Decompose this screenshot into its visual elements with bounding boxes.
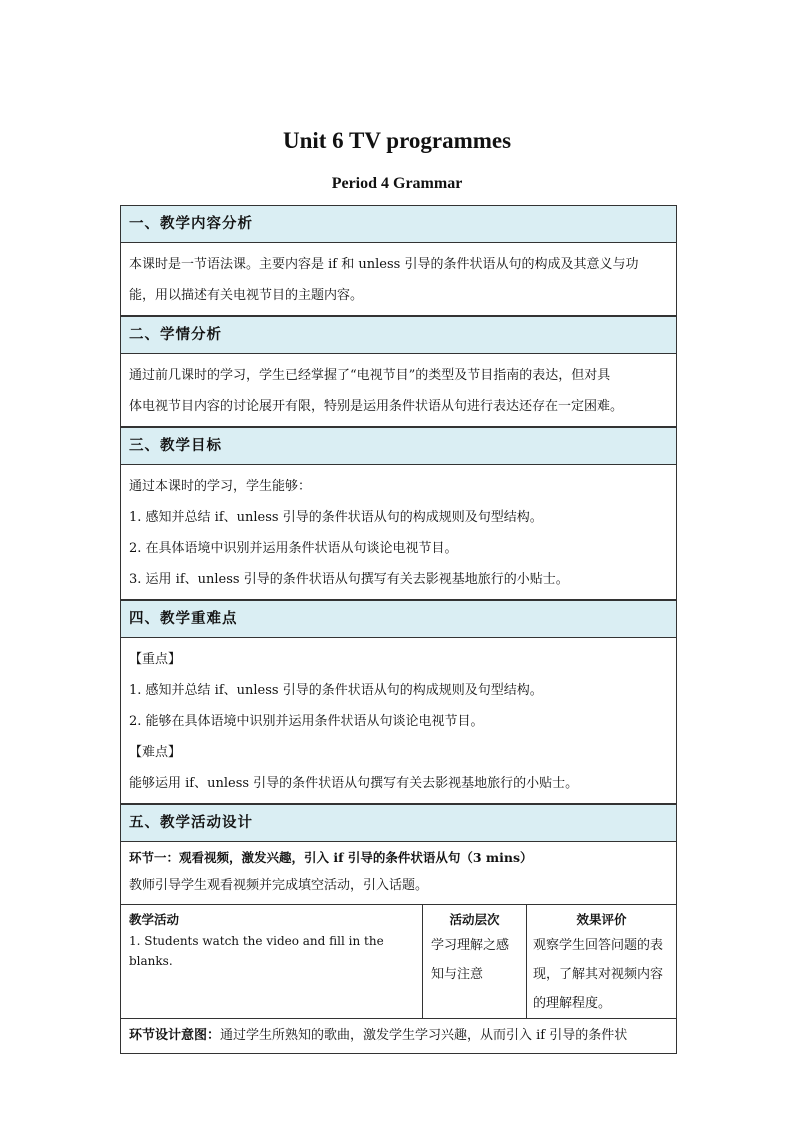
- body-line: 能够运用 if、unless 引导的条件状语从句撰写有关去影视基地旅行的小贴士。: [129, 776, 579, 791]
- body-line: 1. 感知并总结 if、unless 引导的条件状语从句的构成规则及句型结构。: [129, 683, 543, 698]
- section-heading: 五、教学活动设计: [121, 805, 676, 842]
- section-heading: 一、教学内容分析: [121, 206, 676, 243]
- activity-table: [121, 904, 676, 1018]
- column-header: 效果评价: [576, 912, 627, 927]
- body-line: 【重点】: [129, 652, 182, 667]
- intent-text: 通过学生所熟知的歌曲，激发学生学习兴趣，从而引入 if 引导的条件状: [220, 1028, 628, 1043]
- body-line: 通过前几课时的学习，学生已经掌握了“电视节目”的类型及节目指南的表达，但对具: [129, 368, 611, 383]
- section-activity-design: [120, 804, 677, 1054]
- column-header: 教学活动: [129, 912, 180, 927]
- body-line: 2. 能够在具体语境中识别并运用条件状语从句谈论电视节目。: [129, 714, 484, 729]
- stage-description: 教师引导学生观看视频并完成填空活动，引入话题。: [129, 878, 429, 893]
- body-line: 通过本课时的学习，学生能够：: [129, 479, 312, 494]
- section-objectives: [120, 427, 677, 600]
- level-column: [423, 905, 527, 1018]
- body-line: 3. 运用 if、unless 引导的条件状语从句撰写有关去影视基地旅行的小贴士。: [129, 572, 569, 587]
- section-student-analysis: [120, 316, 677, 427]
- design-intent: [121, 1019, 676, 1054]
- section-content-analysis: [120, 205, 677, 316]
- section-heading: 二、学情分析: [121, 317, 676, 354]
- intent-label: 环节设计意图：: [129, 1028, 221, 1043]
- stage-title: 环节一：观看视频，激发兴趣，引入 if 引导的条件状语从句（3 mins）: [129, 850, 533, 865]
- body-line: 2. 在具体语境中识别并运用条件状语从句谈论电视节目。: [129, 541, 458, 556]
- section-key-points: [120, 600, 677, 804]
- body-line: 体电视节目内容的讨论展开有限，特别是运用条件状语从句进行表达还存在一定困难。: [129, 399, 624, 414]
- body-line: 能，用以描述有关电视节目的主题内容。: [129, 288, 364, 303]
- evaluation-text: 观察学生回答问题的表现，了解其对视频内容的理解程度。: [533, 938, 664, 1011]
- lesson-plan-table: [120, 205, 677, 1054]
- body-line: 【难点】: [129, 745, 182, 760]
- stage-one: [121, 842, 676, 1019]
- section-heading: 四、教学重难点: [121, 601, 676, 638]
- body-line: 本课时是一节语法课。主要内容是 if 和 unless 引导的条件状语从句的构成及其意义与功: [129, 257, 639, 272]
- activity-column: [121, 905, 423, 1018]
- page-subtitle: Period 4 Grammar: [331, 175, 463, 192]
- level-text: 学习理解之感知与注意: [431, 938, 510, 982]
- evaluation-column: [527, 905, 676, 1018]
- column-header: 活动层次: [449, 912, 500, 927]
- body-line: 1. 感知并总结 if、unless 引导的条件状语从句的构成规则及句型结构。: [129, 510, 543, 525]
- page-title: Unit 6 TV programmes: [282, 128, 512, 153]
- section-heading: 三、教学目标: [121, 428, 676, 465]
- activity-text: 1. Students watch the video and fill in the blanks.: [129, 934, 384, 968]
